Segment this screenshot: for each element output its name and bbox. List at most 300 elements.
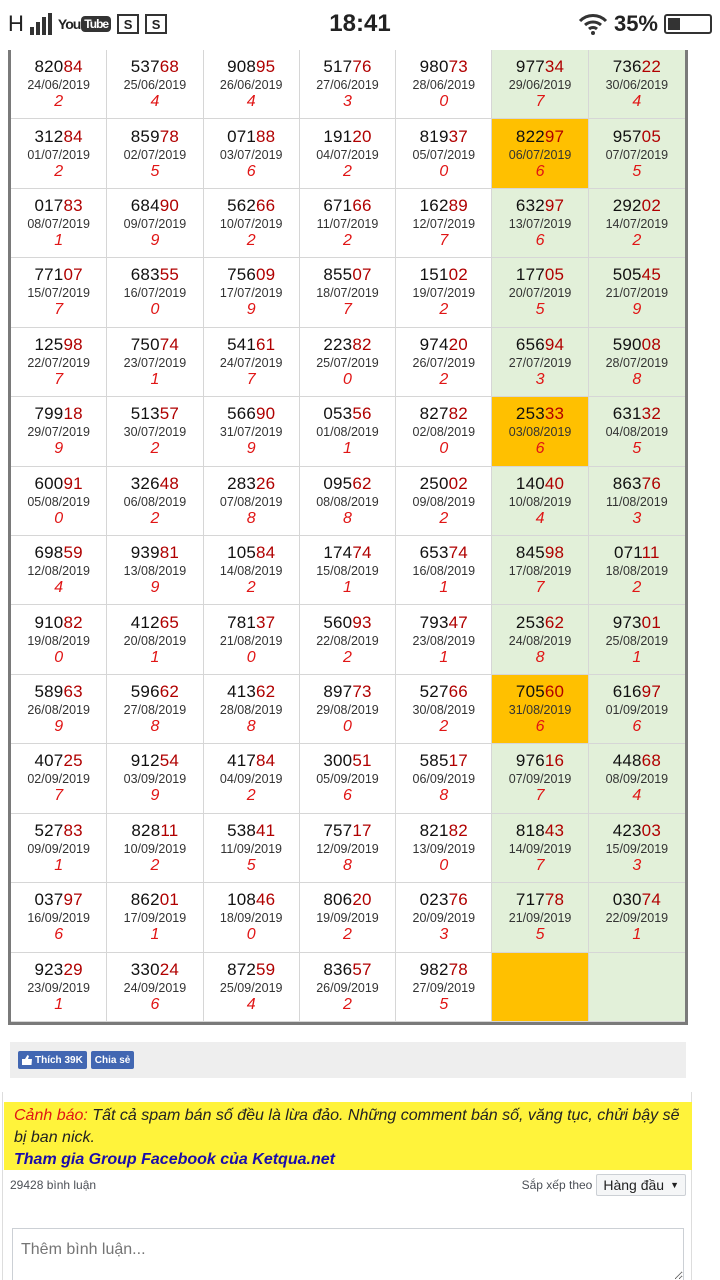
spam-warning (4, 1102, 692, 1170)
result-cell (11, 675, 107, 744)
result-date: 08/07/2019 (27, 217, 90, 232)
result-number (420, 682, 468, 702)
number-head: 527 (34, 820, 64, 840)
result-number (613, 127, 661, 147)
result-sum-digit: 7 (439, 232, 449, 250)
result-number (613, 682, 661, 702)
notification-icon: S (117, 14, 139, 34)
result-cell (589, 744, 685, 813)
number-tail: 74 (448, 543, 468, 563)
result-date: 20/08/2019 (123, 633, 187, 648)
comment-count: 29428 bình luận (10, 1178, 97, 1192)
result-cell (107, 536, 203, 605)
number-head: 973 (612, 612, 642, 632)
result-date: 16/08/2019 (412, 564, 476, 579)
result-sum-digit: 1 (343, 440, 352, 458)
result-cell (107, 258, 203, 327)
result-cell (204, 814, 300, 883)
result-date: 22/07/2019 (27, 355, 90, 370)
number-head: 538 (227, 820, 257, 840)
result-cell (589, 605, 685, 674)
result-sum-digit: 7 (535, 787, 545, 805)
number-tail: 82 (448, 404, 468, 424)
result-cell (492, 536, 588, 605)
result-cell (11, 814, 107, 883)
number-tail: 17 (352, 820, 372, 840)
result-date: 27/08/2019 (123, 703, 187, 718)
result-number (420, 196, 468, 216)
number-head: 872 (227, 959, 257, 979)
result-sum-digit: 5 (632, 162, 642, 180)
result-cell (396, 536, 492, 605)
number-tail: 98 (544, 543, 565, 563)
result-date: 22/08/2019 (316, 633, 379, 648)
result-date: 02/08/2019 (412, 425, 476, 440)
result-cell (11, 328, 107, 397)
result-number (227, 613, 275, 633)
result-date: 18/08/2019 (605, 564, 669, 579)
result-cell (396, 814, 492, 883)
result-cell (11, 50, 107, 119)
result-date: 21/07/2019 (605, 286, 669, 301)
results-grid (11, 50, 685, 1022)
number-tail: 68 (641, 751, 661, 771)
result-date: 24/06/2019 (27, 78, 90, 93)
number-tail: 93 (352, 612, 372, 632)
number-tail: 57 (159, 404, 180, 424)
result-date: 25/09/2019 (219, 980, 283, 995)
result-sum-digit: 8 (343, 856, 352, 874)
number-head: 300 (323, 751, 353, 771)
number-tail: 24 (159, 959, 180, 979)
number-tail: 08 (641, 334, 661, 354)
result-number (227, 960, 275, 980)
number-tail: 84 (63, 126, 83, 146)
result-sum-digit: 7 (246, 370, 256, 388)
result-number (35, 613, 83, 633)
result-cell (11, 397, 107, 466)
number-head: 683 (130, 265, 160, 285)
result-number (227, 265, 275, 285)
result-sum-digit: 2 (439, 301, 449, 319)
number-tail: 84 (63, 57, 83, 77)
result-sum-digit: 2 (246, 579, 256, 597)
result-sum-digit: 8 (246, 509, 256, 527)
result-cell (107, 953, 203, 1022)
number-head: 326 (130, 473, 160, 493)
result-date: 03/09/2019 (123, 772, 187, 787)
result-cell (492, 744, 588, 813)
number-tail: 81 (159, 543, 180, 563)
number-tail: 20 (352, 126, 372, 146)
result-sum-digit: 8 (439, 787, 449, 805)
number-head: 656 (515, 334, 545, 354)
result-sum-digit: 2 (54, 93, 64, 111)
result-number (323, 543, 371, 563)
result-number (131, 57, 179, 77)
number-tail: 26 (256, 473, 276, 493)
number-head: 423 (612, 820, 642, 840)
number-head: 283 (227, 473, 257, 493)
number-tail: 76 (641, 473, 661, 493)
notification-icon: S (145, 14, 167, 34)
result-number (420, 57, 468, 77)
result-sum-digit: 2 (246, 232, 256, 250)
number-head: 095 (323, 473, 353, 493)
number-tail: 41 (256, 820, 276, 840)
number-head: 151 (419, 265, 449, 285)
result-number (323, 57, 371, 77)
number-tail: 89 (448, 196, 468, 216)
result-cell (204, 467, 300, 536)
number-head: 223 (323, 334, 353, 354)
number-head: 030 (612, 890, 642, 910)
result-sum-digit: 2 (343, 926, 352, 944)
result-number (516, 265, 564, 285)
number-head: 976 (515, 751, 545, 771)
result-date: 27/09/2019 (412, 980, 476, 995)
result-number (516, 821, 564, 841)
number-head: 912 (130, 751, 160, 771)
warning-text: Tất cả spam bán số đều là lừa đảo. Những comment bán số, văng tục, chửi bậy sẽ bị ban nick. (14, 1107, 680, 1146)
number-tail: 97 (641, 682, 661, 702)
result-sum-digit: 8 (535, 648, 545, 666)
number-tail: 84 (256, 543, 276, 563)
result-date: 22/09/2019 (605, 911, 669, 926)
result-sum-digit: 9 (150, 787, 160, 805)
number-tail: 01 (641, 612, 661, 632)
result-sum-digit: 0 (343, 370, 352, 388)
number-tail: 83 (63, 820, 83, 840)
result-date: 26/07/2019 (412, 355, 476, 370)
result-number (35, 821, 83, 841)
number-head: 253 (515, 404, 545, 424)
number-head: 616 (612, 682, 642, 702)
result-date: 30/07/2019 (123, 425, 187, 440)
result-sum-digit: 6 (535, 232, 545, 250)
number-tail: 33 (544, 404, 565, 424)
result-number (35, 57, 83, 77)
facebook-share-button[interactable]: Chia sẻ (91, 1051, 135, 1069)
result-number (420, 265, 468, 285)
result-cell (107, 675, 203, 744)
number-tail: 62 (256, 682, 276, 702)
result-number (227, 196, 275, 216)
result-cell (589, 258, 685, 327)
number-head: 560 (323, 612, 353, 632)
number-tail: 97 (544, 196, 565, 216)
number-head: 448 (612, 751, 642, 771)
result-cell (492, 189, 588, 258)
result-number (35, 474, 83, 494)
number-head: 177 (515, 265, 545, 285)
result-date: 27/07/2019 (508, 355, 572, 370)
wifi-icon (578, 13, 608, 35)
number-tail: 57 (352, 959, 372, 979)
number-tail: 05 (641, 126, 661, 146)
number-tail: 88 (256, 126, 276, 146)
result-date: 30/08/2019 (412, 703, 476, 718)
result-number (227, 404, 275, 424)
number-tail: 17 (448, 751, 468, 771)
result-sum-digit: 2 (150, 856, 160, 874)
result-cell (11, 605, 107, 674)
result-sum-digit: 5 (535, 926, 545, 944)
result-number (420, 613, 468, 633)
result-sum-digit: 9 (150, 232, 160, 250)
number-tail: 82 (63, 612, 83, 632)
result-date: 07/07/2019 (605, 147, 669, 162)
result-date: 02/07/2019 (123, 147, 187, 162)
number-tail: 01 (159, 890, 180, 910)
number-head: 632 (515, 196, 545, 216)
result-number (131, 127, 179, 147)
number-tail: 03 (641, 820, 661, 840)
result-number (614, 543, 660, 563)
result-cell (492, 605, 588, 674)
result-number (516, 613, 564, 633)
result-date: 06/08/2019 (123, 494, 187, 509)
number-head: 671 (323, 196, 353, 216)
result-sum-digit: 0 (246, 648, 256, 666)
result-number (516, 543, 564, 563)
result-sum-digit: 6 (246, 162, 256, 180)
result-cell (204, 675, 300, 744)
result-date: 24/08/2019 (508, 633, 572, 648)
result-date: 12/09/2019 (316, 841, 379, 856)
result-number (420, 127, 468, 147)
result-number (35, 335, 83, 355)
result-date: 23/09/2019 (27, 980, 90, 995)
number-head: 527 (419, 682, 449, 702)
number-head: 585 (419, 751, 449, 771)
result-number (227, 890, 275, 910)
result-number (323, 682, 371, 702)
result-sum-digit: 3 (632, 856, 642, 874)
result-sum-digit: 7 (54, 370, 64, 388)
result-sum-digit: 1 (439, 648, 449, 666)
result-cell (300, 953, 396, 1022)
number-head: 017 (34, 196, 64, 216)
result-cell (300, 675, 396, 744)
result-cell (300, 536, 396, 605)
result-sum-digit: 2 (439, 509, 449, 527)
result-date: 08/08/2019 (316, 494, 379, 509)
result-date: 25/08/2019 (605, 633, 669, 648)
result-sum-digit: 8 (150, 718, 160, 736)
number-tail: 07 (352, 265, 372, 285)
result-number (516, 682, 564, 702)
result-date: 15/08/2019 (316, 564, 379, 579)
result-sum-digit: 9 (54, 718, 64, 736)
youtube-icon: You Tube (58, 16, 111, 32)
warning-label: Cảnh báo: (14, 1107, 88, 1124)
number-head: 771 (34, 265, 64, 285)
result-number (131, 751, 179, 771)
facebook-group-link[interactable]: Tham gia Group Facebook của Ketqua.net (14, 1151, 335, 1168)
result-number (131, 821, 178, 841)
result-number (131, 404, 179, 424)
number-head: 982 (419, 959, 449, 979)
result-number (420, 335, 468, 355)
result-cell (204, 536, 300, 605)
number-head: 407 (34, 751, 64, 771)
result-sum-digit: 0 (439, 856, 449, 874)
number-head: 071 (227, 126, 257, 146)
result-sum-digit: 6 (535, 162, 545, 180)
number-head: 757 (323, 820, 353, 840)
result-number (131, 474, 179, 494)
result-cell (589, 953, 685, 1022)
result-sum-digit: 7 (343, 301, 352, 319)
result-date: 01/08/2019 (316, 425, 379, 440)
result-date: 09/07/2019 (123, 217, 187, 232)
number-head: 174 (323, 543, 353, 563)
number-head: 590 (612, 334, 642, 354)
result-number (323, 890, 371, 910)
result-sum-digit: 9 (54, 440, 64, 458)
result-cell (300, 605, 396, 674)
result-date: 29/06/2019 (508, 78, 572, 93)
number-tail: 76 (352, 57, 372, 77)
result-cell (589, 397, 685, 466)
number-tail: 94 (544, 334, 565, 354)
result-sum-digit: 1 (632, 926, 642, 944)
result-number (131, 265, 179, 285)
result-number (323, 127, 371, 147)
result-cell (300, 397, 396, 466)
result-cell (11, 189, 107, 258)
number-tail: 43 (544, 820, 565, 840)
result-sum-digit: 0 (343, 718, 352, 736)
result-cell (300, 814, 396, 883)
number-tail: 90 (159, 196, 180, 216)
result-sum-digit: 1 (54, 856, 64, 874)
result-number (323, 335, 371, 355)
number-tail: 83 (63, 196, 83, 216)
result-date: 19/08/2019 (27, 633, 90, 648)
result-date: 17/08/2019 (508, 564, 572, 579)
number-head: 923 (34, 959, 64, 979)
result-number (516, 335, 564, 355)
result-cell (204, 397, 300, 466)
result-cell (107, 328, 203, 397)
result-sum-digit: 5 (439, 995, 449, 1013)
result-cell (107, 189, 203, 258)
number-tail: 11 (160, 820, 179, 840)
result-sum-digit: 0 (439, 440, 449, 458)
result-sum-digit: 2 (632, 232, 642, 250)
number-tail: 48 (159, 473, 180, 493)
number-tail: 34 (544, 57, 565, 77)
result-cell (204, 258, 300, 327)
number-tail: 51 (352, 751, 372, 771)
facebook-like-button[interactable]: Thích 39K (18, 1051, 87, 1069)
result-sum-digit: 6 (343, 787, 352, 805)
share-bar (10, 1042, 686, 1078)
result-cell (589, 189, 685, 258)
result-sum-digit: 9 (246, 440, 256, 458)
number-head: 820 (34, 57, 64, 77)
number-head: 162 (419, 196, 449, 216)
result-number (420, 404, 468, 424)
number-head: 330 (130, 959, 160, 979)
result-date: 16/09/2019 (27, 911, 90, 926)
result-sum-digit: 5 (246, 856, 256, 874)
number-tail: 20 (352, 890, 372, 910)
result-cell (396, 883, 492, 952)
result-sum-digit: 2 (439, 718, 449, 736)
result-sum-digit: 7 (535, 93, 545, 111)
number-tail: 90 (256, 404, 276, 424)
number-head: 977 (515, 57, 545, 77)
number-tail: 84 (256, 751, 276, 771)
sort-label: Sắp xếp theo (521, 1178, 593, 1192)
result-sum-digit: 1 (343, 579, 352, 597)
number-head: 705 (515, 682, 545, 702)
comments-header (10, 1172, 686, 1198)
result-cell (300, 328, 396, 397)
number-head: 910 (34, 612, 64, 632)
result-number (323, 404, 371, 424)
number-tail: 78 (448, 959, 468, 979)
comment-input[interactable] (12, 1228, 684, 1280)
result-number (613, 474, 661, 494)
result-date: 20/09/2019 (412, 911, 476, 926)
result-date: 25/07/2019 (316, 355, 379, 370)
result-cell (300, 50, 396, 119)
result-date: 09/09/2019 (27, 841, 90, 856)
result-sum-digit: 2 (246, 787, 256, 805)
result-cell (204, 50, 300, 119)
result-number (420, 890, 468, 910)
result-cell (107, 397, 203, 466)
number-head: 250 (419, 473, 449, 493)
result-number (227, 57, 275, 77)
number-head: 517 (323, 57, 353, 77)
result-number (516, 474, 564, 494)
result-date: 28/07/2019 (605, 355, 669, 370)
result-sum-digit: 2 (343, 232, 352, 250)
number-tail: 74 (159, 334, 180, 354)
result-number (420, 474, 468, 494)
result-date: 18/09/2019 (219, 911, 283, 926)
number-head: 957 (612, 126, 642, 146)
number-tail: 05 (544, 265, 565, 285)
result-cell (589, 50, 685, 119)
number-tail: 40 (544, 473, 565, 493)
number-tail: 59 (256, 959, 276, 979)
result-number (227, 682, 275, 702)
number-head: 505 (612, 265, 642, 285)
result-date: 19/09/2019 (316, 911, 379, 926)
result-date: 24/07/2019 (219, 355, 283, 370)
result-cell (492, 50, 588, 119)
result-date: 03/07/2019 (219, 147, 283, 162)
result-cell (300, 258, 396, 327)
number-head: 191 (323, 126, 353, 146)
number-tail: 76 (448, 890, 468, 910)
result-sum-digit: 9 (246, 301, 256, 319)
result-number (613, 890, 661, 910)
result-sum-digit: 2 (150, 509, 160, 527)
number-tail: 73 (448, 57, 468, 77)
number-head: 071 (613, 543, 642, 563)
result-sum-digit: 4 (150, 93, 160, 111)
sort-select[interactable]: Hàng đầu ▼ (596, 1174, 686, 1196)
result-date: 13/09/2019 (412, 841, 476, 856)
number-tail: 29 (63, 959, 83, 979)
